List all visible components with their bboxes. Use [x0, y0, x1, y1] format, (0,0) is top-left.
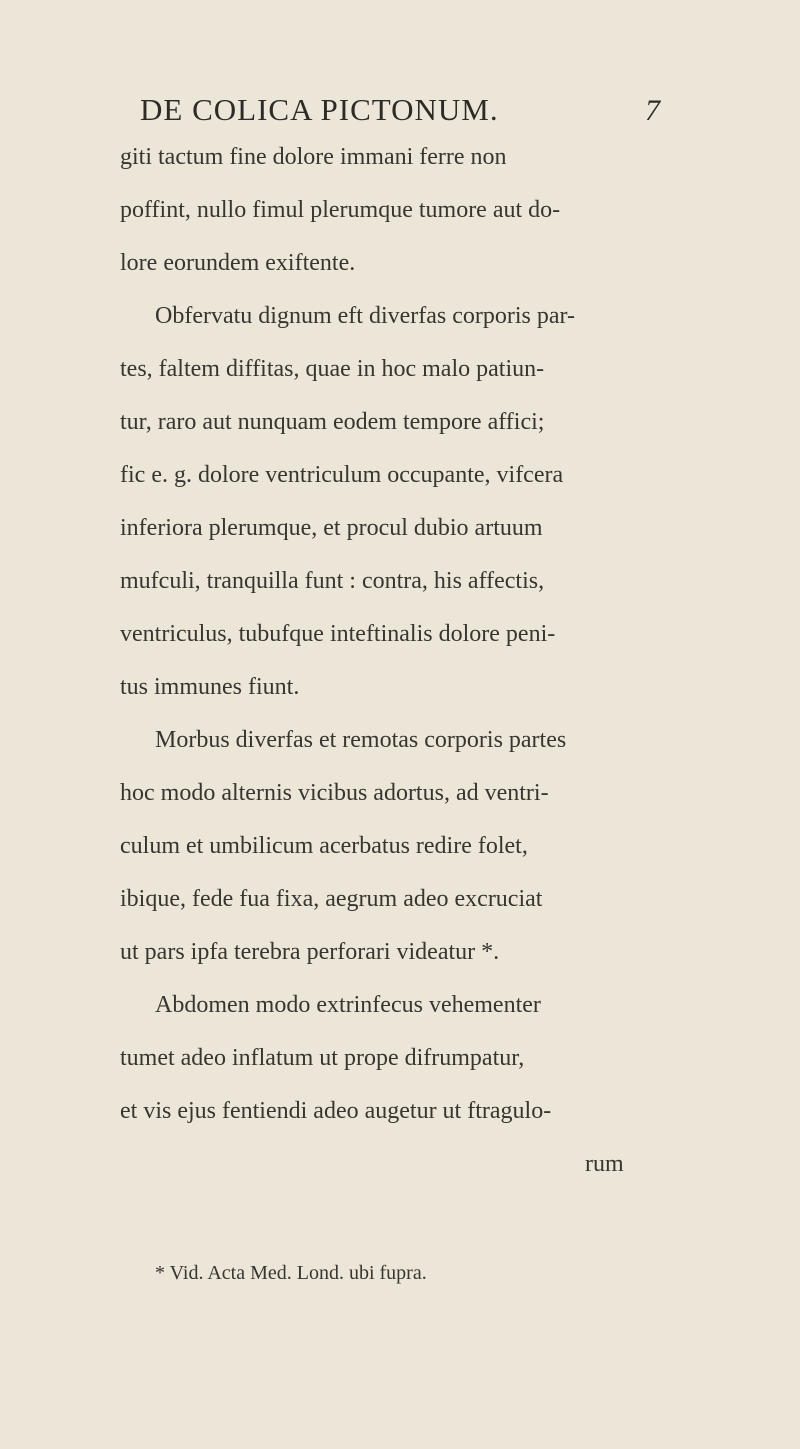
text-line: Abdomen modo extrinfecus vehementer — [155, 992, 541, 1018]
text-line: Obfervatu dignum eft diverfas corporis par- — [155, 303, 576, 329]
text-line: et vis ejus fentiendi adeo augetur ut ftragulo- — [120, 1098, 552, 1124]
text-line: tus immunes fiunt. — [120, 674, 300, 700]
text-line: culum et umbilicum acerbatus redire folet, — [120, 833, 528, 859]
text-line: fic e. g. dolore ventriculum occupante, vifcera — [120, 462, 564, 488]
text-line: inferiora plerumque, et procul dubio artuum — [120, 515, 543, 541]
text-line: ibique, fede fua fixa, aegrum adeo excruciat — [120, 886, 543, 912]
catchword: rum — [585, 1151, 624, 1177]
text-line: ut pars ipfa terebra perforari videatur *. — [120, 939, 500, 965]
running-title: DE COLICA PICTONUM. — [140, 92, 499, 127]
page-number: 7 — [645, 94, 660, 127]
text-line: poffint, nullo fimul plerumque tumore aut do- — [120, 197, 561, 223]
text-line: tumet adeo inflatum ut prope difrumpatur, — [120, 1045, 525, 1071]
text-line: mufculi, tranquilla funt : contra, his affectis, — [120, 568, 545, 594]
footnote: * Vid. Acta Med. Lond. ubi fupra. — [155, 1262, 427, 1284]
text-line: lore eorundem exiftente. — [120, 250, 356, 276]
text-line: tur, raro aut nunquam eodem tempore affici; — [120, 409, 545, 435]
text-line: hoc modo alternis vicibus adortus, ad ventri- — [120, 780, 549, 806]
text-line: ventriculus, tubufque inteftinalis dolore peni- — [120, 621, 556, 647]
text-line: Morbus diverfas et remotas corporis partes — [155, 727, 567, 753]
text-line: tes, faltem diffitas, quae in hoc malo patiun- — [120, 356, 545, 382]
text-line: giti tactum fine dolore immani ferre non — [120, 144, 507, 170]
